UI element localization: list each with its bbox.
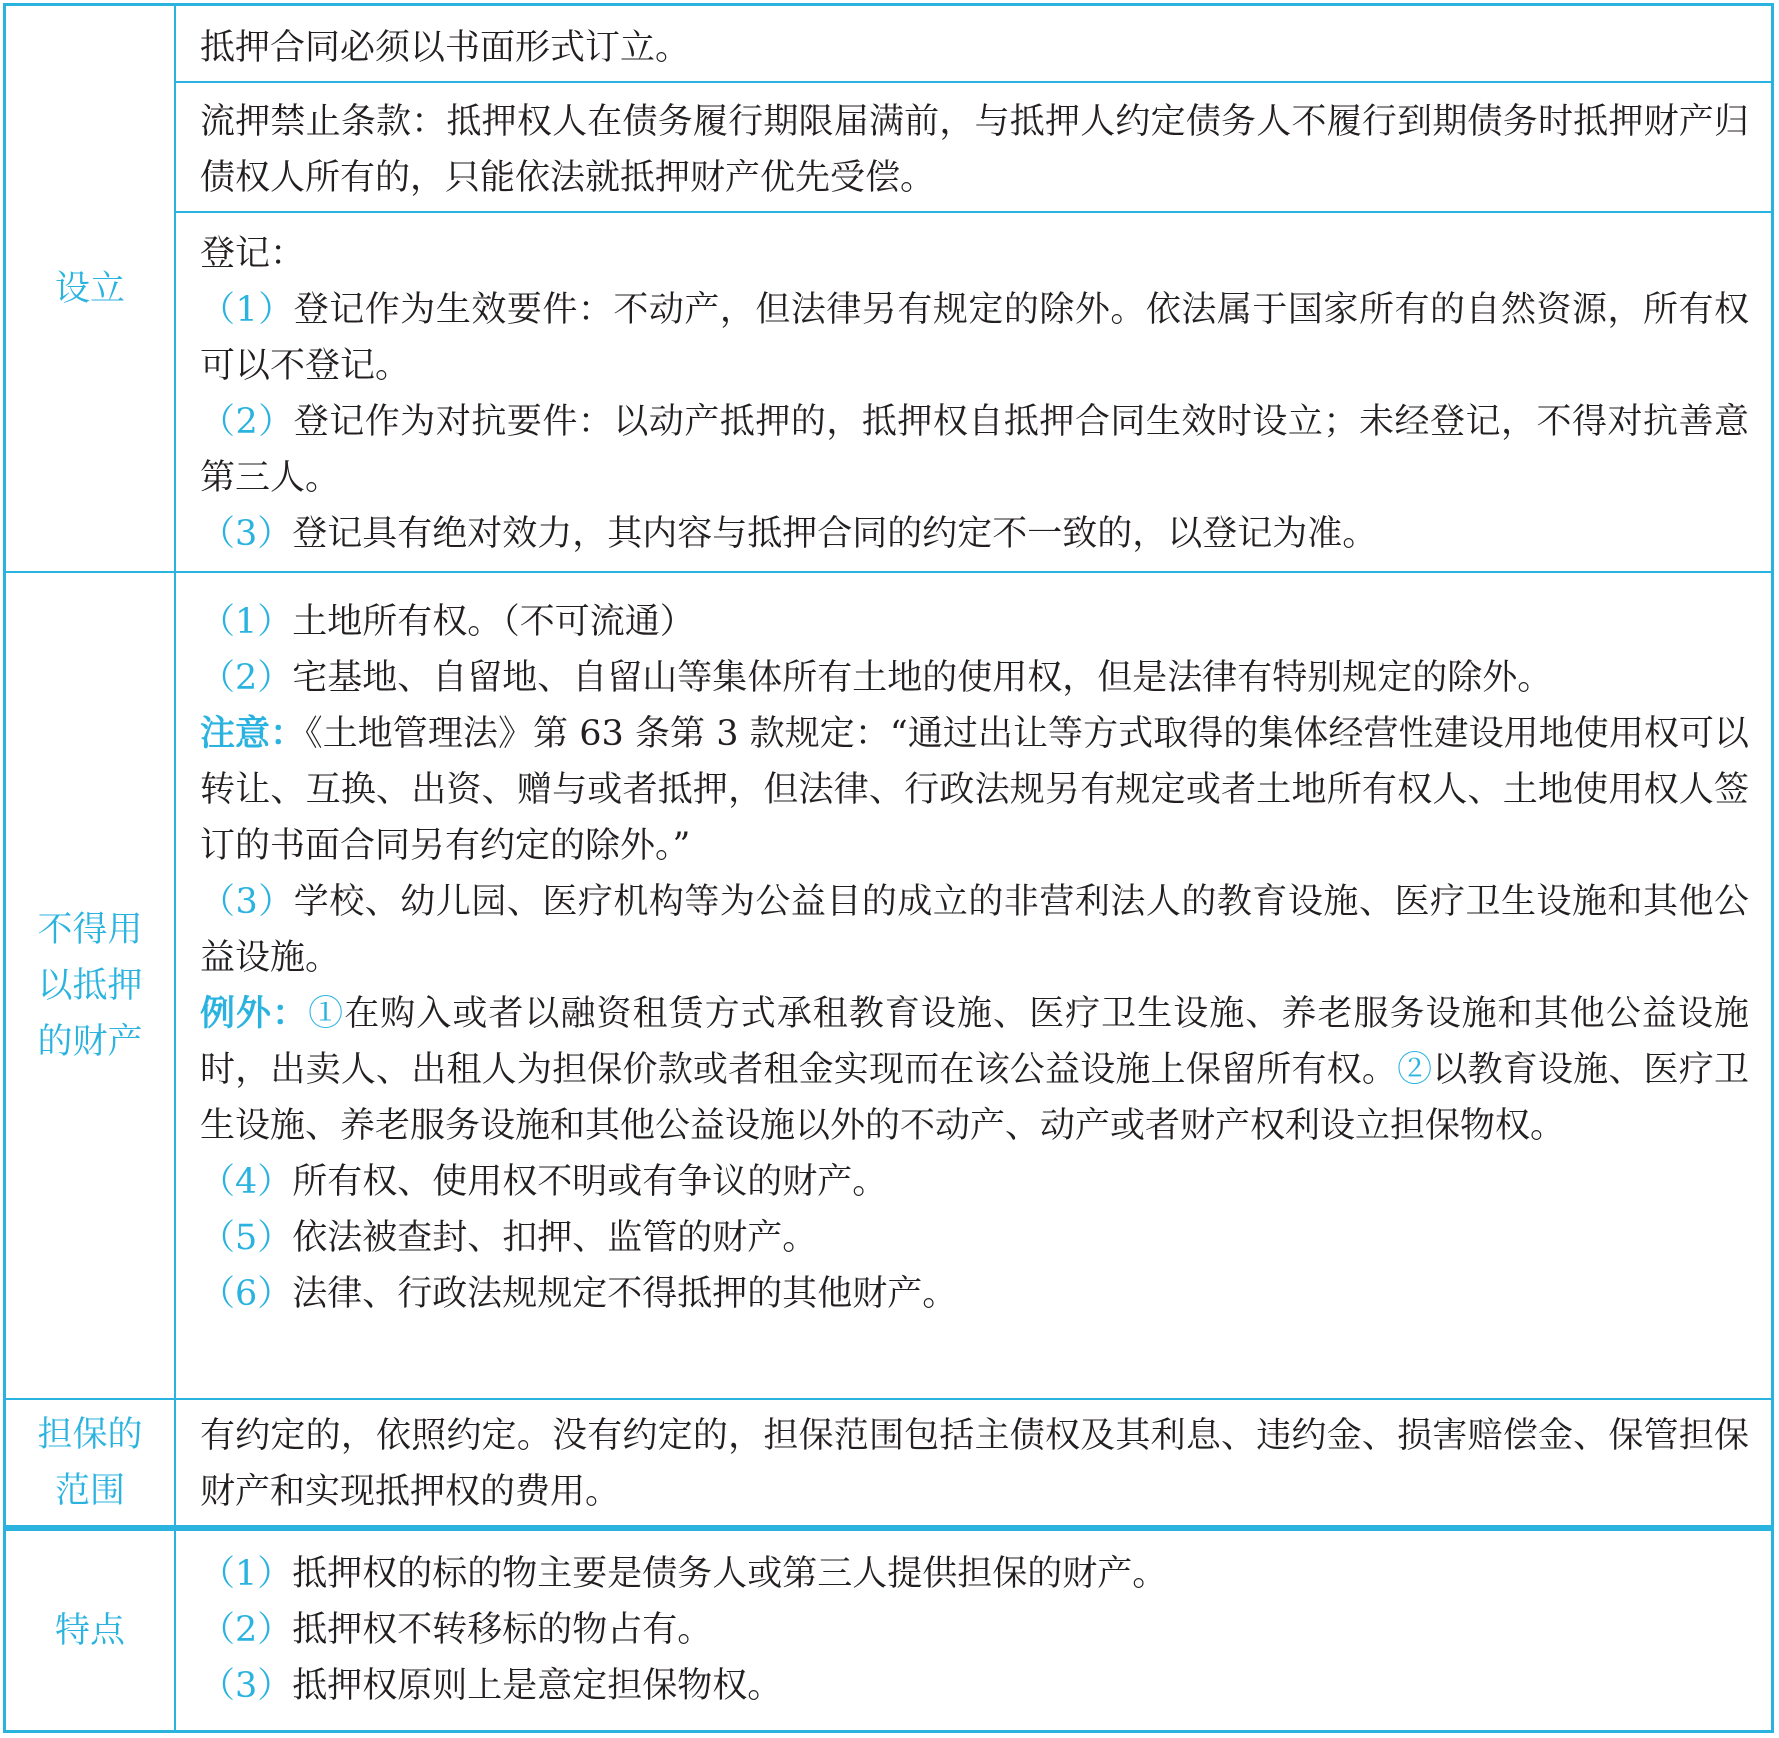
category-tedian (6, 1531, 176, 1730)
sheli-liuya-cell (176, 94, 1771, 206)
sheli-divider-2 (176, 211, 1771, 213)
sheli-contract-text: 抵押合同必须以书面形式订立。 (200, 28, 691, 68)
row-divider-budeyong (6, 1398, 1771, 1400)
tedian-item-2: （2）抵押权不转移标的物占有。 (200, 1610, 713, 1650)
register-item-1: （1）登记作为生效要件：不动产，但法律另有规定的除外。依法属于国家所有的自然资源，所有权可以不登记。 (200, 290, 1749, 386)
category-sheli (6, 6, 176, 571)
budeyong-cell (176, 594, 1771, 1322)
budeyong-note: 注意：《土地管理法》第 63 条第 3 款规定：“通过出让等方式取得的集体经营性建设用地使用权可以转让、互换、出资、赠与或者抵押，但法律、行政法规另有规定或者土地所有权人、土地使用权人签订的书面合同另有约定的除外。” (200, 713, 1749, 866)
tedian-cell (176, 1546, 1771, 1714)
sheli-register-cell (176, 226, 1771, 562)
budeyong-exception: 例外：①在购入或者以融资租赁方式承租教育设施、医疗卫生设施、养老服务设施和其他公益设施时，出卖人、出租人为担保价款或者租金实现而在该公益设施上保留所有权。②以教育设施、医疗卫生设施、养老服务设施和其他公益设施以外的不动产、动产或者财产权利设立担保物权。 (200, 993, 1749, 1146)
category-fanwei (6, 1400, 176, 1525)
sheli-divider-1 (176, 81, 1771, 83)
exception-label: 例外： (200, 993, 309, 1034)
table-main-frame (3, 3, 1774, 1528)
row-divider-sheli (6, 571, 1771, 573)
sheli-register-title: 登记： (200, 234, 306, 274)
category-fanwei-label: 担保的 范围 (37, 1414, 143, 1511)
category-budeyong (6, 573, 176, 1398)
sheli-liuya-text: 流押禁止条款：抵押权人在债务履行期限届满前，与抵押人约定债务人不履行到期债务时抵押财产归债权人所有的，只能依法就抵押财产优先受偿。 (200, 102, 1749, 198)
sheli-contract-cell (176, 20, 1771, 76)
tedian-item-1: （1）抵押权的标的物主要是债务人或第三人提供担保的财产。 (200, 1554, 1168, 1594)
register-item-2: （2）登记作为对抗要件：以动产抵押的，抵押权自抵押合同生效时设立；未经登记，不得对抗善意第三人。 (200, 402, 1749, 498)
budeyong-item-6: （6）法律、行政法规规定不得抵押的其他财产。 (200, 1274, 958, 1314)
category-tedian-label: 特点 (54, 1610, 125, 1651)
category-sheli-label: 设立 (54, 268, 125, 309)
fanwei-text: 有约定的，依照约定。没有约定的，担保范围包括主债权及其利息、违约金、损害赔偿金、保管担保财产和实现抵押权的费用。 (200, 1416, 1749, 1512)
budeyong-item-4: （4）所有权、使用权不明或有争议的财产。 (200, 1162, 888, 1202)
table-tedian-frame (3, 1528, 1774, 1733)
tedian-item-3: （3）抵押权原则上是意定担保物权。 (200, 1666, 783, 1706)
category-budeyong-label: 不得用 以抵押 的财产 (37, 909, 143, 1062)
budeyong-item-1: （1）土地所有权。（不可流通） (200, 602, 695, 642)
fanwei-cell (176, 1408, 1771, 1520)
budeyong-item-5: （5）依法被查封、扣押、监管的财产。 (200, 1218, 818, 1258)
note-label: 注意： (200, 713, 306, 754)
register-item-3: （3）登记具有绝对效力，其内容与抵押合同的约定不一致的，以登记为准。 (200, 514, 1378, 554)
budeyong-item-3: （3）学校、幼儿园、医疗机构等为公益目的成立的非营利法人的教育设施、医疗卫生设施和其他公益设施。 (200, 882, 1749, 978)
budeyong-item-2: （2）宅基地、自留地、自留山等集体所有土地的使用权，但是法律有特别规定的除外。 (200, 658, 1553, 698)
